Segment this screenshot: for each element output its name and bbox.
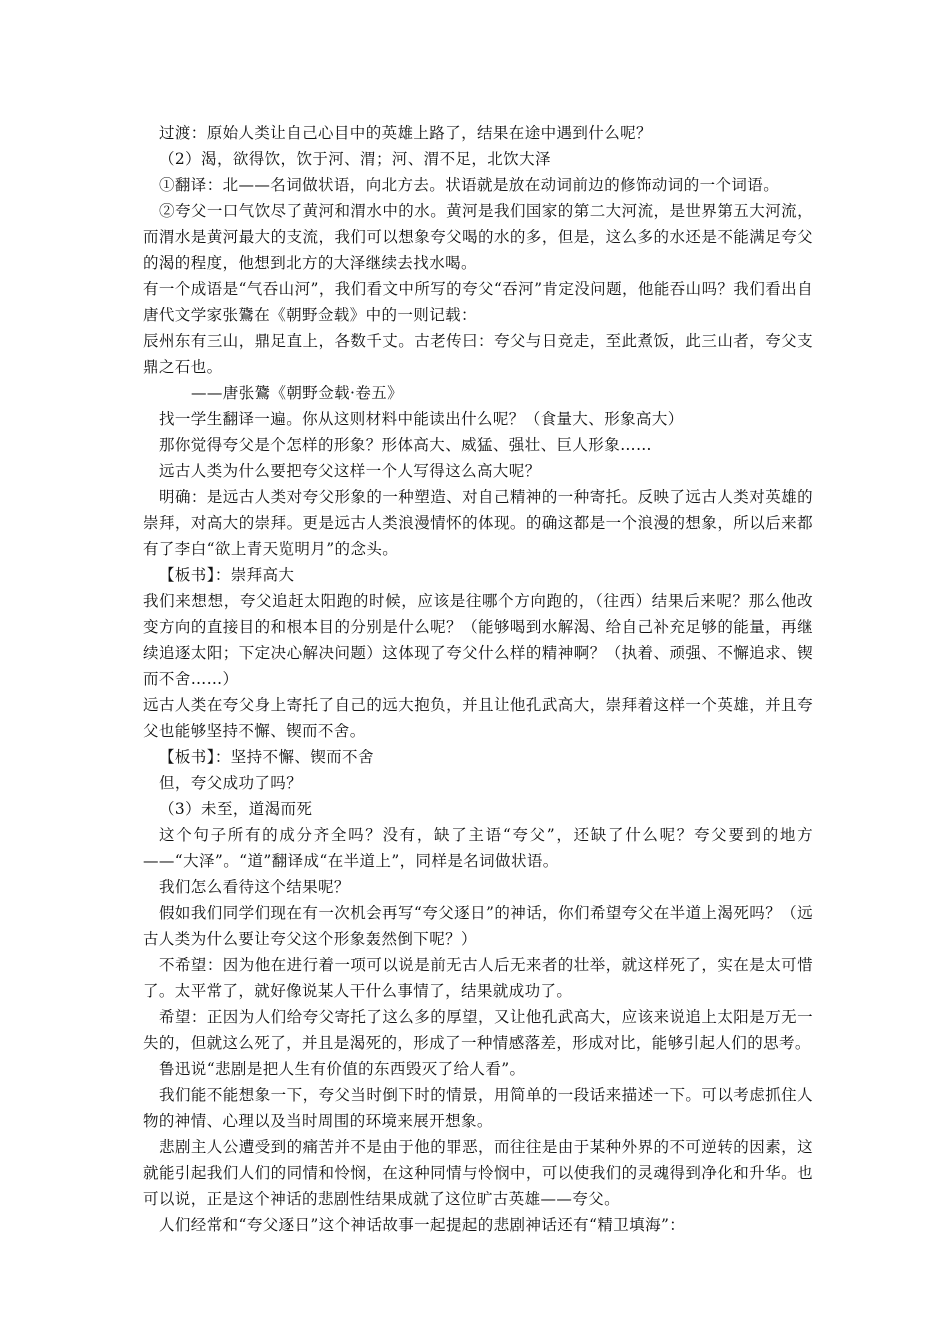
paragraph-clarification: 明确：是远古人类对夸父形象的一种塑造、对自己精神的一种寄托。反映了远古人类对英雄的崇拜，对高大的崇拜。更是远古人类浪漫情怀的体现。的确这都是一个浪漫的想象，所以后来都有了李白“欲上青天览明月”的念头。	[143, 488, 813, 558]
paragraph-quotation: 辰州东有三山，鼎足直上，各数千丈。古老传曰：夸父与日竞走，至此煮饭，此三山者，夸父支鼎之石也。	[143, 332, 813, 376]
paragraph-imagine-task: 我们能不能想象一下，夸父当时倒下时的情景，用简单的一段话来描述一下。可以考虑抓住人物的神情、心理以及当时周围的环境来展开想象。	[143, 1086, 813, 1130]
paragraph-citation: ——唐张鷟《朝野佥载·卷五》	[191, 384, 404, 402]
paragraph-explanation: ②夸父一口气饮尽了黄河和渭水中的水。黄河是我们国家的第二大河流，是世界第五大河流，而渭水是黄河最大的支流，我们可以想象夸父喝的水的多，但是，这么多的水还是不能满足夸父的渴的程度，他想到北方的大泽继续去找水喝。	[143, 202, 813, 272]
paragraph-lu-xun-quote: 鲁迅说“悲剧是把人生有价值的东西毁灭了给人看”。	[159, 1060, 526, 1078]
paragraph-section-3-heading: （3）未至，道渴而死	[159, 800, 313, 818]
paragraph-result-question: 我们怎么看待这个结果呢？	[159, 878, 350, 896]
paragraph-question-1: 找一学生翻译一遍。你从这则材料中能读出什么呢？（食量大、形象高大）	[159, 410, 684, 428]
paragraph-board-note-1: 【板书】：崇拜高大	[159, 566, 295, 584]
paragraph-aspiration: 远古人类在夸父身上寄托了自己的远大抱负，并且让他孔武高大，崇拜着这样一个英雄，并且夸父也能够坚持不懈、锲而不舍。	[143, 696, 813, 740]
paragraph-grammar-analysis: 这个句子所有的成分齐全吗？没有，缺了主语“夸父”，还缺了什么呢？夸父要到的地方——“大泽”。“道”翻译成“在半道上”，同样是名词做状语。	[143, 826, 813, 870]
paragraph-question-2: 那你觉得夸父是个怎样的形象？形体高大、威猛、强壮、巨人形象……	[159, 436, 652, 454]
paragraph-answer-yes: 希望：正因为人们给夸父寄托了这么多的厚望，又让他孔武高大，应该来说追上太阳是万无一失的，但就这么死了，并且是渴死的，形成了一种情感落差，形成对比，能够引起人们的思考。	[143, 1008, 813, 1052]
paragraph-jingwei-intro: 人们经常和“夸父逐日”这个神话故事一起提起的悲剧神话还有“精卫填海”：	[159, 1216, 686, 1234]
paragraph-success-question: 但，夸父成功了吗？	[159, 774, 303, 792]
paragraph-hypothetical: 假如我们同学们现在有一次机会再写“夸父逐日”的神话，你们希望夸父在半道上渴死吗？（远古人类为什么要让夸父这个形象轰然倒下呢？）	[143, 904, 813, 948]
paragraph-tragedy-analysis: 悲剧主人公遭受到的痛苦并不是由于他的罪恶，而往往是由于某种外界的不可逆转的因素，这就能引起我们人们的同情和怜悯，在这种同情与怜悯中，可以使我们的灵魂得到净化和升华。也可以说，正是这个神话的悲剧性结果成就了这位旷古英雄——夸父。	[143, 1138, 813, 1208]
paragraph-section-2-heading: （2）渴，欲得饮，饮于河、渭；河、渭不足，北饮大泽	[159, 150, 551, 168]
paragraph-idiom-intro: 有一个成语是“气吞山河”，我们看文中所写的夸父“吞河”肯定没问题，他能吞山吗？我们看出自唐代文学家张鷟在《朝野佥载》中的一则记载：	[143, 280, 813, 324]
paragraph-transition: 过渡：原始人类让自己心目中的英雄上路了，结果在途中遇到什么呢？	[159, 124, 652, 142]
paragraph-translation-note: ①翻译：北——名词做状语，向北方去。状语就是放在动词前边的修饰动词的一个词语。	[159, 176, 780, 194]
paragraph-question-3: 远古人类为什么要把夸父这样一个人写得这么高大呢？	[159, 462, 541, 480]
paragraph-board-note-2: 【板书】：坚持不懈、锲而不舍	[159, 748, 374, 766]
paragraph-answer-no: 不希望：因为他在进行着一项可以说是前无古人后无来者的壮举，就这样死了，实在是太可惜了。太平常了，就好像说某人干什么事情了，结果就成功了。	[143, 956, 813, 1000]
paragraph-direction-discussion: 我们来想想，夸父追赶太阳跑的时候，应该是往哪个方向跑的，（往西）结果后来呢？那么他改变方向的直接目的和根本目的分别是什么呢？（能够喝到水解渴、给自己补充足够的能量，再继续追逐太阳；下定决心解决问题）这体现了夸父什么样的精神啊？（执着、顽强、不懈追求、锲而不舍……）	[143, 592, 813, 688]
document-page	[143, 120, 813, 1238]
